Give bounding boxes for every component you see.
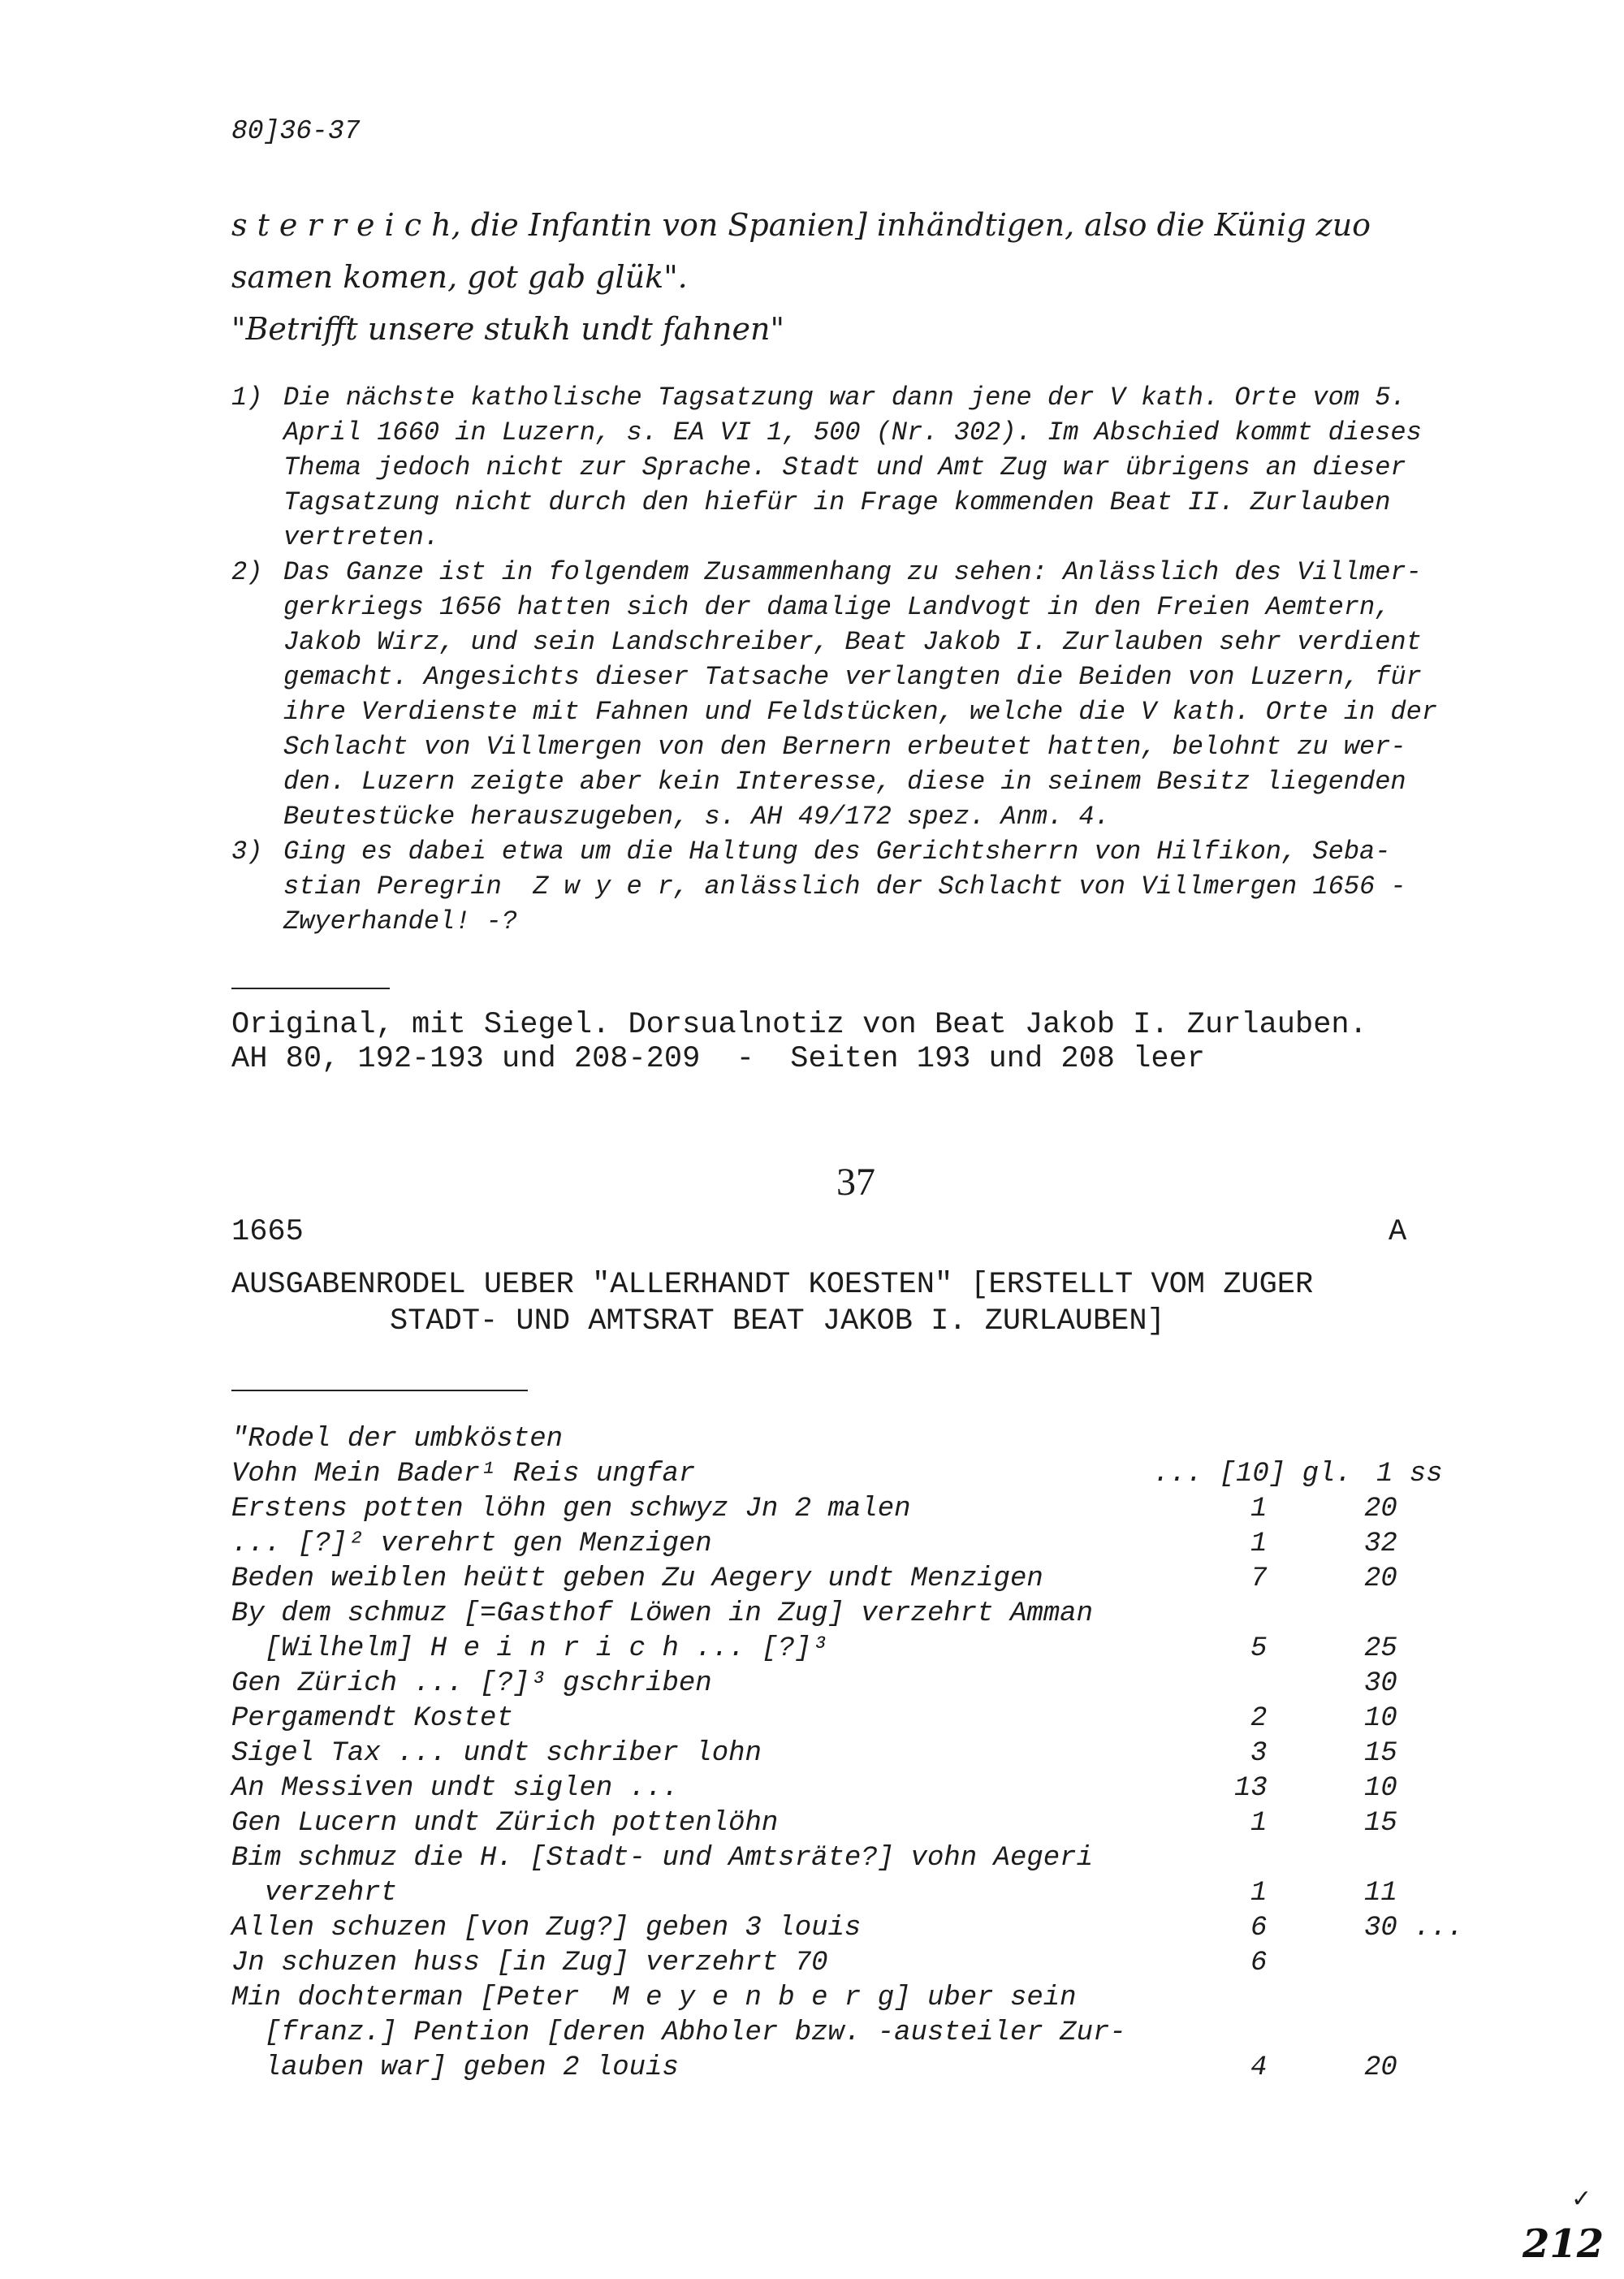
ledger-row: ... [?]² verehrt gen Menzigen 1 32 xyxy=(231,1529,1397,1559)
footnote-2 xyxy=(231,555,1531,834)
ledger-row: Pergamendt Kostet 2 10 xyxy=(231,1703,1397,1734)
footnote-line: Zwyerhandel! -? xyxy=(283,906,518,936)
ledger-table xyxy=(231,1424,1498,2087)
footnote-number: 1) xyxy=(231,383,263,413)
ledger-amount: 25 xyxy=(1364,1633,1397,1664)
check-mark-icon: ✓ xyxy=(1571,2185,1592,2213)
footnote-line: stian Peregrin Z w y e r, anlässlich der Schlacht von Villmergen 1656 - xyxy=(283,871,1406,902)
ledger-amount: 1 ss xyxy=(1376,1459,1443,1490)
ledger-row: Beden weiblen heütt geben Zu Aegery undt Menzigen 7 20 xyxy=(231,1563,1397,1594)
page-number-stamp: 212 xyxy=(1522,2221,1605,2267)
document-letter: A xyxy=(1389,1215,1407,1249)
ledger-row xyxy=(231,1598,1498,1633)
footnote-line: Die nächste katholische Tagsatzung war dann jene der V kath. Orte vom 5. xyxy=(283,383,1406,413)
footnote-line: vertreten. xyxy=(283,522,440,552)
document-heading-line-1: AUSGABENRODEL UEBER "ALLERHANDT KOESTEN" [ERSTELLT VOM ZUGER xyxy=(231,1268,1314,1302)
ledger-text: Min dochterman [Peter M e y e n b e r g] uber sein xyxy=(231,1983,1077,2013)
ledger-text: Erstens potten löhn gen schwyz Jn 2 malen xyxy=(231,1494,911,1524)
ledger-text: Gen Zürich ... [?]³ gschriben xyxy=(231,1668,712,1699)
footnote-number: 3) xyxy=(231,837,263,867)
footnote-3 xyxy=(231,834,1531,939)
ledger-text: Sigel Tax ... undt schriber lohn xyxy=(231,1738,762,1769)
footnote-1 xyxy=(231,380,1531,555)
footnote-line: ihre Verdienste mit Fahnen und Feldstücken, welche die V kath. Orte in der xyxy=(283,697,1438,727)
ledger-text: [Wilhelm] H e i n r i c h ... [?]³ xyxy=(231,1633,828,1664)
ledger-row: Sigel Tax ... undt schriber lohn 3 15 xyxy=(231,1738,1397,1769)
ledger-amount: 20 xyxy=(1364,1563,1397,1594)
intro-line-1: s t e r r e i c h, die Infantin von Spanien] inhändtigen, also die Künig zuo xyxy=(231,207,1371,243)
footnote-line: gerkriegs 1656 hatten sich der damalige Landvogt in den Freien Aemtern, xyxy=(283,592,1391,622)
ledger-text: lauben war] geben 2 louis xyxy=(231,2052,679,2083)
ledger-amount: 30 ... xyxy=(1364,1913,1464,1944)
original-note-line-2: AH 80, 192-193 und 208-209 - Seiten 193 und 208 leer xyxy=(231,1042,1205,1076)
ledger-amount: 20 xyxy=(1364,1494,1397,1524)
ledger-text: Jn schuzen huss [in Zug] verzehrt 70 xyxy=(231,1948,828,1978)
ledger-row: verzehrt 1 11 xyxy=(231,1878,1397,1909)
ledger-row xyxy=(231,1843,1498,1878)
ledger-row: Allen schuzen [von Zug?] geben 3 louis 6 30 ... xyxy=(231,1913,1464,1944)
ledger-row xyxy=(231,2017,1498,2052)
ledger-text: Pergamendt Kostet xyxy=(231,1703,513,1734)
ledger-amount: 10 xyxy=(1364,1703,1397,1734)
ledger-row: Erstens potten löhn gen schwyz Jn 2 malen 1 20 xyxy=(231,1494,1397,1524)
ledger-amount: 15 xyxy=(1364,1808,1397,1839)
ledger-row: lauben war] geben 2 louis 4 20 xyxy=(231,2052,1397,2083)
ledger-row: An Messiven undt siglen ... 13 10 xyxy=(231,1773,1397,1804)
ledger-text: ... [?]² verehrt gen Menzigen xyxy=(231,1529,712,1559)
ledger-amount: 10 xyxy=(1364,1773,1397,1804)
ledger-row: Vohn Mein Bader¹ Reis ungfar ... [10] gl. 1 ss xyxy=(231,1459,1443,1490)
footnote-line: Das Ganze ist in folgendem Zusammenhang zu sehen: Anlässlich des Villmer- xyxy=(283,557,1422,587)
ledger-text: Bim schmuz die H. [Stadt- und Amtsräte?] vohn Aegeri xyxy=(231,1843,1093,1874)
footnote-line: Jakob Wirz, und sein Landschreiber, Beat Jakob I. Zurlauben sehr verdient xyxy=(283,627,1422,657)
footnote-line: Schlacht von Villmergen von den Bernern erbeutet hatten, belohnt zu wer- xyxy=(283,732,1406,762)
footnote-line: Thema jedoch nicht zur Sprache. Stadt und Amt Zug war übrigens an dieser xyxy=(283,452,1406,482)
ledger-text: An Messiven undt siglen ... xyxy=(231,1773,679,1804)
divider xyxy=(231,988,390,989)
intro-line-3: "Betrifft unsere stukh undt fahnen" xyxy=(231,311,784,347)
footnote-number: 2) xyxy=(231,557,263,587)
ledger-amount: 20 xyxy=(1364,2052,1397,2083)
ledger-text: Beden weiblen heütt geben Zu Aegery undt Menzigen xyxy=(231,1563,1043,1594)
ledger-row: Gen Lucern undt Zürich pottenlöhn 1 15 xyxy=(231,1808,1397,1839)
footnote-line: Ging es dabei etwa um die Haltung des Gerichtsherrn von Hilfikon, Seba- xyxy=(283,837,1391,867)
ledger-text: verzehrt xyxy=(231,1878,398,1909)
ledger-amount: 32 xyxy=(1364,1529,1397,1559)
ledger-text: [franz.] Pention [deren Abholer bzw. -austeiler Zur- xyxy=(231,2017,1126,2048)
ledger-row: Jn schuzen huss [in Zug] verzehrt 70 6 xyxy=(231,1948,1268,1978)
original-note-line-1: Original, mit Siegel. Dorsualnotiz von Beat Jakob I. Zurlauben. xyxy=(231,1008,1367,1042)
ledger-row xyxy=(231,1424,1498,1459)
ledger-row xyxy=(231,1668,1498,1703)
footnote-line: April 1660 in Luzern, s. EA VI 1, 500 (Nr. 302). Im Abschied kommt dieses xyxy=(283,417,1422,448)
ledger-text: By dem schmuz [=Gasthof Löwen in Zug] verzehrt Amman xyxy=(231,1598,1093,1629)
ledger-text: Vohn Mein Bader¹ Reis ungfar xyxy=(231,1459,696,1490)
document-number: 37 xyxy=(836,1161,875,1204)
divider xyxy=(231,1390,528,1391)
footnote-line: gemacht. Angesichts dieser Tatsache verlangten die Beiden von Luzern, für xyxy=(283,662,1422,692)
footnote-line: den. Luzern zeigte aber kein Interesse, diese in seinem Besitz liegenden xyxy=(283,767,1406,797)
ledger-row: [Wilhelm] H e i n r i c h ... [?]³ 5 25 xyxy=(231,1633,1397,1664)
footnote-line: Beutestücke herauszugeben, s. AH 49/172 spez. Anm. 4. xyxy=(283,802,1110,832)
document-heading-line-2: STADT- UND AMTSRAT BEAT JAKOB I. ZURLAUBEN] xyxy=(390,1304,1165,1338)
ledger-text: Gen Lucern undt Zürich pottenlöhn xyxy=(231,1808,779,1839)
footnote-line: Tagsatzung nicht durch den hiefür in Frage kommenden Beat II. Zurlauben xyxy=(283,487,1391,517)
ledger-row xyxy=(231,1983,1498,2017)
ledger-amount: 30 xyxy=(1364,1668,1397,1699)
page-reference: 80]36-37 xyxy=(231,116,361,146)
document-year: 1665 xyxy=(231,1215,304,1249)
ledger-amount: 11 xyxy=(1364,1878,1397,1909)
ledger-text: Allen schuzen [von Zug?] geben 3 louis xyxy=(231,1913,862,1944)
ledger-text: "Rodel der umbkösten xyxy=(231,1424,564,1455)
ledger-amount: 15 xyxy=(1364,1738,1397,1769)
intro-line-2: samen komen, got gab glük". xyxy=(231,259,688,295)
